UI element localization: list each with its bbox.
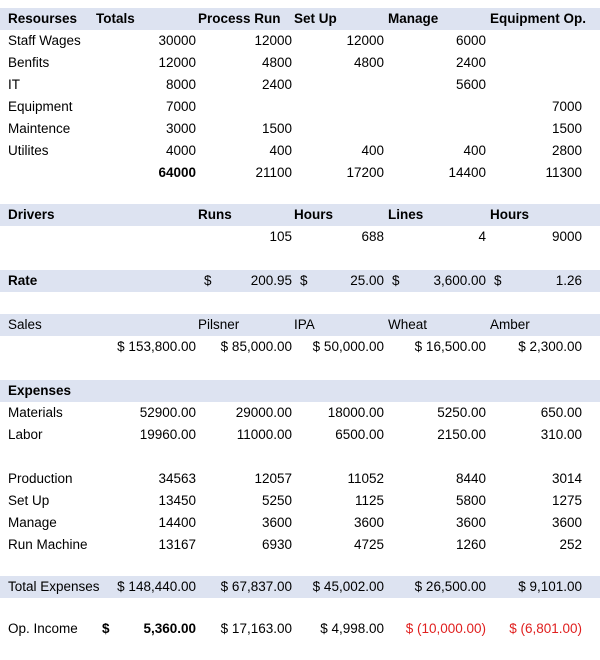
sheet-cell: 3600 <box>353 515 384 530</box>
sheet-cell: 5,360.00 <box>143 621 196 636</box>
sheet-cell: 6000 <box>455 33 486 48</box>
sheet-row <box>0 490 600 512</box>
row-label: Expenses <box>8 383 72 398</box>
sheet-cell: 21100 <box>255 165 292 180</box>
sheet-cell: 5250 <box>261 493 292 508</box>
sheet-cell: Runs <box>198 207 232 222</box>
sheet-cell: Process Run <box>198 11 281 26</box>
sheet-row <box>0 204 600 226</box>
sheet-cell: Hours <box>490 207 530 222</box>
row-label: Set Up <box>8 493 50 508</box>
sheet-cell: Amber <box>490 317 530 332</box>
sheet-cell <box>486 74 582 96</box>
sheet-cell: 19960.00 <box>139 427 196 442</box>
sheet-cell <box>490 380 596 402</box>
sheet-cell: 6930 <box>261 537 292 552</box>
sheet-row <box>0 52 600 74</box>
sheet-cell: 18000.00 <box>327 405 384 420</box>
row-label: Manage <box>8 515 57 530</box>
sheet-cell: 650.00 <box>540 405 582 420</box>
sheet-cell: $ 153,800.00 <box>117 339 196 354</box>
dollar-sign: $ <box>392 273 400 288</box>
sheet-cell: 400 <box>361 143 384 158</box>
sheet-cell <box>486 52 582 74</box>
sheet-row <box>0 270 600 292</box>
sheet-cell: Manage <box>388 11 439 26</box>
row-label: Resourses <box>8 11 78 26</box>
row-label <box>8 336 100 358</box>
sheet-cell: 6500.00 <box>335 427 384 442</box>
sheet-cell: 14400 <box>158 515 196 530</box>
sheet-cell: 12057 <box>254 471 292 486</box>
sheet-cell: 11052 <box>347 471 384 486</box>
sheet-cell: 5250.00 <box>437 405 486 420</box>
row-label: Total Expenses <box>8 579 100 594</box>
sheet-row <box>0 512 600 534</box>
sheet-cell: 688 <box>361 229 384 244</box>
sheet-row <box>0 96 600 118</box>
sheet-cell: 2400 <box>455 55 486 70</box>
sheet-cell: 1260 <box>455 537 486 552</box>
sheet-row <box>0 314 600 336</box>
sheet-cell: 3000 <box>165 121 196 136</box>
sheet-cell: 3600 <box>551 515 582 530</box>
sheet-cell: $ 50,000.00 <box>312 339 384 354</box>
sheet-cell: 3600 <box>455 515 486 530</box>
row-label: Run Machine <box>8 537 88 552</box>
sheet-cell: 400 <box>463 143 486 158</box>
sheet-cell <box>292 118 384 140</box>
row-label: Benfits <box>8 55 50 70</box>
row-label: Materials <box>8 405 63 420</box>
sheet-cell: $ 148,440.00 <box>117 579 196 594</box>
row-label <box>8 226 100 248</box>
sheet-cell: $ (10,000.00) <box>405 621 486 636</box>
sheet-cell: 9000 <box>551 229 582 244</box>
sheet-cell: 1500 <box>551 121 582 136</box>
sheet-cell: 13450 <box>158 493 196 508</box>
sheet-row <box>0 226 600 248</box>
sheet-cell: Wheat <box>388 317 428 332</box>
sheet-cell: 310.00 <box>540 427 582 442</box>
sheet-cell: 25.00 <box>350 273 384 288</box>
sheet-cell <box>292 96 384 118</box>
sheet-cell: 3014 <box>551 471 582 486</box>
sheet-cell: 7000 <box>165 99 196 114</box>
sheet-cell: 2400 <box>261 77 292 92</box>
dollar-sign: $ <box>102 621 110 636</box>
sheet-cell <box>384 96 486 118</box>
sheet-cell: $ 17,163.00 <box>220 621 292 636</box>
sheet-cell: $ 9,101.00 <box>518 579 582 594</box>
sheet-cell: 1.26 <box>555 273 582 288</box>
sheet-cell: 7000 <box>551 99 582 114</box>
sheet-cell: 29000.00 <box>235 405 292 420</box>
sheet-cell <box>294 380 386 402</box>
sheet-row <box>0 336 600 358</box>
sheet-cell: Set Up <box>294 11 337 26</box>
sheet-cell: 30000 <box>158 33 196 48</box>
sheet-cell <box>96 314 194 336</box>
dollar-sign: $ <box>494 273 502 288</box>
sheet-cell <box>196 96 292 118</box>
row-label: Drivers <box>8 207 55 222</box>
sheet-cell <box>98 226 196 248</box>
sheet-cell: Pilsner <box>198 317 240 332</box>
sheet-row <box>0 618 600 640</box>
sheet-row <box>0 8 600 30</box>
sheet-cell: $ 45,002.00 <box>312 579 384 594</box>
sheet-cell: 4725 <box>353 537 384 552</box>
sheet-cell: 200.95 <box>250 273 292 288</box>
sheet-row <box>0 468 600 490</box>
sheet-cell: $ 2,300.00 <box>518 339 582 354</box>
sheet-cell: 8000 <box>165 77 196 92</box>
sheet-cell: Lines <box>388 207 424 222</box>
sheet-cell: 4800 <box>261 55 292 70</box>
sheet-cell: 3600 <box>261 515 292 530</box>
row-label: IT <box>8 77 20 92</box>
sheet-cell: 64000 <box>158 165 196 180</box>
sheet-cell: Totals <box>96 11 135 26</box>
row-label: Op. Income <box>8 621 78 636</box>
row-label <box>8 162 100 184</box>
sheet-cell: Equipment Op. <box>490 11 586 26</box>
sheet-cell: 5600 <box>455 77 486 92</box>
row-label: Rate <box>8 273 38 288</box>
sheet-row <box>0 534 600 556</box>
sheet-cell: 12000 <box>158 55 196 70</box>
sheet-cell <box>96 380 194 402</box>
sheet-row <box>0 30 600 52</box>
sheet-cell <box>384 118 486 140</box>
sheet-cell: 1275 <box>551 493 582 508</box>
sheet-row <box>0 576 600 598</box>
sheet-cell: IPA <box>294 317 315 332</box>
sheet-cell: 34563 <box>158 471 196 486</box>
sheet-cell: 17200 <box>346 165 384 180</box>
sheet-cell: 8440 <box>455 471 486 486</box>
row-label: Labor <box>8 427 43 442</box>
row-label: Equipment <box>8 99 73 114</box>
sheet-cell <box>96 204 194 226</box>
sheet-cell: 2800 <box>551 143 582 158</box>
sheet-row <box>0 162 600 184</box>
sheet-cell <box>198 380 294 402</box>
sheet-cell: $ 26,500.00 <box>414 579 486 594</box>
sheet-cell: 11000.00 <box>236 427 292 442</box>
sheet-cell: 1500 <box>261 121 292 136</box>
sheet-cell: 12000 <box>346 33 384 48</box>
sheet-row <box>0 74 600 96</box>
row-label: Production <box>8 471 73 486</box>
sheet-cell: $ 67,837.00 <box>220 579 292 594</box>
sheet-cell: 105 <box>269 229 292 244</box>
sheet-cell: 52900.00 <box>139 405 196 420</box>
sheet-cell: $ (6,801.00) <box>509 621 582 636</box>
row-label: Maintence <box>8 121 71 136</box>
sheet-row <box>0 402 600 424</box>
row-label: Sales <box>8 317 42 332</box>
sheet-cell: 12000 <box>254 33 292 48</box>
sheet-cell: 252 <box>559 537 582 552</box>
sheet-cell: 4 <box>478 229 486 244</box>
sheet-cell: 4000 <box>165 143 196 158</box>
sheet-cell: 11300 <box>545 165 582 180</box>
dollar-sign: $ <box>204 273 212 288</box>
row-label: Staff Wages <box>8 33 81 48</box>
sheet-cell <box>98 270 196 292</box>
sheet-cell: 4800 <box>353 55 384 70</box>
sheet-row <box>0 118 600 140</box>
sheet-cell: 1125 <box>354 493 384 508</box>
sheet-cell: 3,600.00 <box>433 273 486 288</box>
sheet-cell: 400 <box>269 143 292 158</box>
row-label: Utilites <box>8 143 49 158</box>
sheet-row <box>0 424 600 446</box>
sheet-cell: 5800 <box>455 493 486 508</box>
sheet-cell <box>292 74 384 96</box>
sheet-cell: Hours <box>294 207 334 222</box>
sheet-cell: $ 85,000.00 <box>220 339 292 354</box>
sheet-cell: 14400 <box>448 165 486 180</box>
sheet-row <box>0 380 600 402</box>
sheet-cell: 13167 <box>158 537 196 552</box>
sheet-cell: $ 4,998.00 <box>320 621 384 636</box>
sheet-row <box>0 140 600 162</box>
sheet-cell <box>486 30 582 52</box>
sheet-cell <box>388 380 490 402</box>
sheet-cell: $ 16,500.00 <box>414 339 486 354</box>
dollar-sign: $ <box>300 273 308 288</box>
sheet-cell: 2150.00 <box>437 427 486 442</box>
